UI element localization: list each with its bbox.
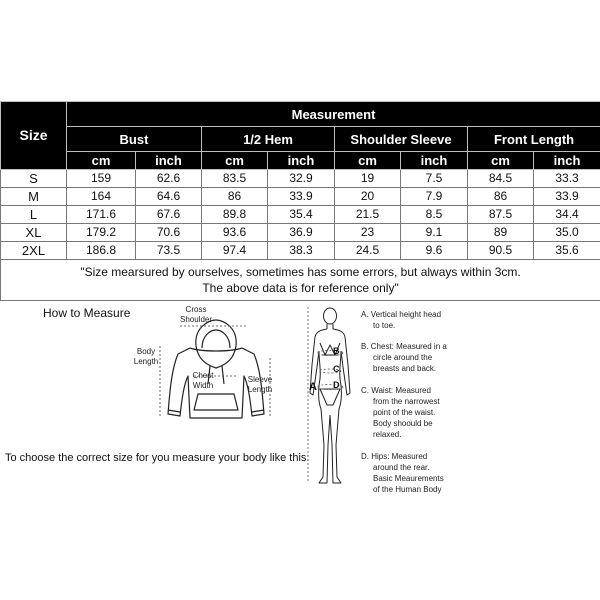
value-cell: 89.8	[202, 206, 268, 224]
legend-b	[361, 341, 471, 374]
value-cell: 7.9	[401, 188, 468, 206]
cross-shoulder-line2: Shoulder	[179, 315, 213, 324]
value-cell: 86	[202, 188, 268, 206]
value-cell: 84.5	[468, 170, 534, 188]
legend-b-line: circle around the	[373, 353, 433, 362]
body-length-label	[126, 347, 166, 367]
figure-letter-c: C	[333, 364, 340, 374]
unit-header: cm	[468, 152, 534, 170]
value-cell: 33.9	[268, 188, 335, 206]
legend-c-line: from the narrowest	[373, 397, 440, 406]
size-column-header: Size	[1, 102, 67, 170]
size-cell: XL	[1, 224, 67, 242]
value-cell: 32.9	[268, 170, 335, 188]
chest-width-line1: Chest	[192, 371, 214, 380]
value-cell: 73.5	[136, 242, 202, 260]
value-cell: 90.5	[468, 242, 534, 260]
value-cell: 87.5	[468, 206, 534, 224]
value-cell: 34.4	[534, 206, 600, 224]
value-cell: 19	[335, 170, 401, 188]
value-cell: 164	[67, 188, 136, 206]
legend-c-line: Body shoould be	[373, 419, 433, 428]
legend-a-line: A. Vertical height head	[361, 310, 442, 319]
note-line-1: "Size mearsured by ourselves, sometimes has some errors, but always within 3cm.	[80, 265, 521, 279]
instruction-text: To choose the correct size for you measure your body like this:	[5, 452, 310, 464]
unit-header: cm	[67, 152, 136, 170]
table-row	[1, 224, 600, 242]
sleeve-length-label	[240, 375, 280, 395]
value-cell: 21.5	[335, 206, 401, 224]
value-cell: 33.9	[534, 188, 600, 206]
cross-shoulder-label	[176, 305, 216, 325]
legend-a-line: to toe.	[373, 321, 396, 330]
sleeve-length-line1: Sleeve	[247, 375, 273, 384]
figure-letter-b: B	[333, 346, 340, 356]
legend-c	[361, 385, 471, 440]
value-cell: 70.6	[136, 224, 202, 242]
value-cell: 159	[67, 170, 136, 188]
legend-c-line: relaxed.	[373, 430, 402, 439]
group-header-bust: Bust	[67, 127, 202, 152]
legend-d	[361, 451, 471, 495]
value-cell: 186.8	[67, 242, 136, 260]
table-row	[1, 206, 600, 224]
note-line-2: The above data is for reference only"	[202, 281, 399, 295]
size-cell: L	[1, 206, 67, 224]
value-cell: 89	[468, 224, 534, 242]
value-cell: 35.0	[534, 224, 600, 242]
size-cell: M	[1, 188, 67, 206]
size-cell: S	[1, 170, 67, 188]
group-header-shoulder-sleeve: Shoulder Sleeve	[335, 127, 468, 152]
unit-header: inch	[401, 152, 468, 170]
body-length-line2: Length	[133, 357, 159, 366]
value-cell: 33.3	[534, 170, 600, 188]
value-cell: 35.4	[268, 206, 335, 224]
group-header-front-length: Front Length	[468, 127, 600, 152]
body-figure-icon	[300, 305, 360, 490]
table-row	[1, 188, 600, 206]
legend-d-line: around the rear.	[373, 463, 430, 472]
measurement-header: Measurement	[67, 102, 600, 127]
unit-header: inch	[136, 152, 202, 170]
value-cell: 7.5	[401, 170, 468, 188]
figure-letter-d: D	[333, 380, 340, 390]
group-header-hem: 1/2 Hem	[202, 127, 335, 152]
how-to-measure-title: How to Measure	[43, 306, 131, 320]
table-row	[1, 242, 600, 260]
value-cell: 36.9	[268, 224, 335, 242]
table-row	[1, 170, 600, 188]
value-cell: 93.6	[202, 224, 268, 242]
size-table	[0, 101, 600, 301]
legend-c-line: point of the waist.	[373, 408, 436, 417]
unit-header: inch	[534, 152, 600, 170]
unit-header: cm	[202, 152, 268, 170]
value-cell: 24.5	[335, 242, 401, 260]
legend-a	[361, 309, 471, 331]
legend-b-line: B. Chest: Measured in a	[361, 342, 447, 351]
sleeve-length-line2: Length	[247, 385, 273, 394]
value-cell: 64.6	[136, 188, 202, 206]
body-length-line1: Body	[136, 347, 156, 356]
legend-d-line: Basic Meaurements	[373, 474, 444, 483]
legend-b-line: breasts and back.	[373, 364, 437, 373]
chest-width-line2: Width	[192, 381, 214, 390]
value-cell: 23	[335, 224, 401, 242]
figure-letter-a: A	[309, 381, 317, 393]
chest-width-label	[183, 371, 223, 391]
value-cell: 179.2	[67, 224, 136, 242]
value-cell: 35.6	[534, 242, 600, 260]
value-cell: 86	[468, 188, 534, 206]
value-cell: 8.5	[401, 206, 468, 224]
legend-d-line: of the Human Body	[373, 485, 442, 494]
cross-shoulder-line1: Cross	[185, 305, 207, 314]
unit-header: cm	[335, 152, 401, 170]
value-cell: 83.5	[202, 170, 268, 188]
table-note	[1, 260, 600, 301]
legend-c-line: C. Waist: Measured	[361, 386, 431, 395]
value-cell: 9.6	[401, 242, 468, 260]
value-cell: 9.1	[401, 224, 468, 242]
value-cell: 67.6	[136, 206, 202, 224]
value-cell: 62.6	[136, 170, 202, 188]
value-cell: 38.3	[268, 242, 335, 260]
value-cell: 97.4	[202, 242, 268, 260]
size-cell: 2XL	[1, 242, 67, 260]
value-cell: 20	[335, 188, 401, 206]
legend-d-line: D. Hips: Measured	[361, 452, 428, 461]
value-cell: 171.6	[67, 206, 136, 224]
unit-header: inch	[268, 152, 335, 170]
